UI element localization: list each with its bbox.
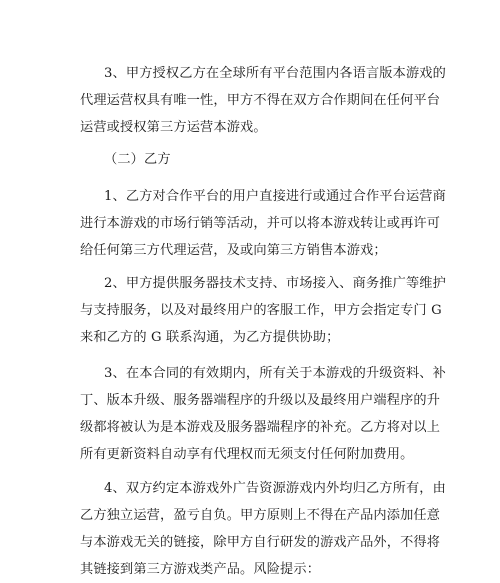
- paragraph-line: 运营或授权第三方运营本游戏。: [80, 120, 267, 135]
- paragraph-line: 3、甲方授权乙方在全球所有平台范围内各语言版本游戏的: [104, 66, 446, 81]
- clause-b1-paragraph: [80, 183, 446, 264]
- paragraph-line: 来和乙方的 G 联系沟通，为乙方提供协助；: [80, 330, 340, 345]
- paragraph-line: 与本游戏无关的链接，除甲方自行研发的游戏产品外，不得将: [80, 535, 441, 550]
- paragraph-line: 乙方独立运营，盈亏自负。甲方原则上不得在产品内添加任意: [80, 508, 441, 523]
- clause-b4-paragraph: [80, 475, 446, 583]
- paragraph-line: 给任何第三方代理运营，及或向第三方销售本游戏；: [80, 243, 387, 258]
- paragraph-line: 进行本游戏的市场行销等活动，并可以将本游戏转让或再许可: [80, 216, 441, 231]
- paragraph-line: 所有更新资料自动享有代理权而无须支付任何附加费用。: [80, 447, 414, 462]
- clause-b3-paragraph: [80, 360, 446, 468]
- paragraph-line: 代理运营权具有唯一性，甲方不得在双方合作期间在任何平台: [80, 93, 441, 108]
- paragraph-line: 3、在本合同的有效期内，所有关于本游戏的升级资料、补: [104, 366, 446, 381]
- paragraph-line: 4、双方约定本游戏外广告资源游戏内外均归乙方所有，由: [104, 481, 446, 496]
- paragraph-line: 级都将被认为是本游戏及服务器端程序的补充。乙方将对以上: [80, 420, 441, 435]
- clause-a3-paragraph: [80, 60, 446, 141]
- clause-b2-paragraph: [80, 270, 446, 351]
- paragraph-line: 其链接到第三方游戏类产品。风险提示：: [80, 562, 321, 577]
- paragraph-line: 1、乙方对合作平台的用户直接进行或通过合作平台运营商: [104, 189, 446, 204]
- section-heading-yifang: （二）乙方: [104, 152, 171, 167]
- paragraph-line: 2、甲方提供服务器技术支持、市场接入、商务推广等维护: [104, 276, 446, 291]
- paragraph-line: 丁、版本升级、服务器端程序的升级以及最终用户端程序的升: [80, 393, 441, 408]
- paragraph-line: 与支持服务，以及对最终用户的客服工作，甲方会指定专门 G: [80, 303, 442, 318]
